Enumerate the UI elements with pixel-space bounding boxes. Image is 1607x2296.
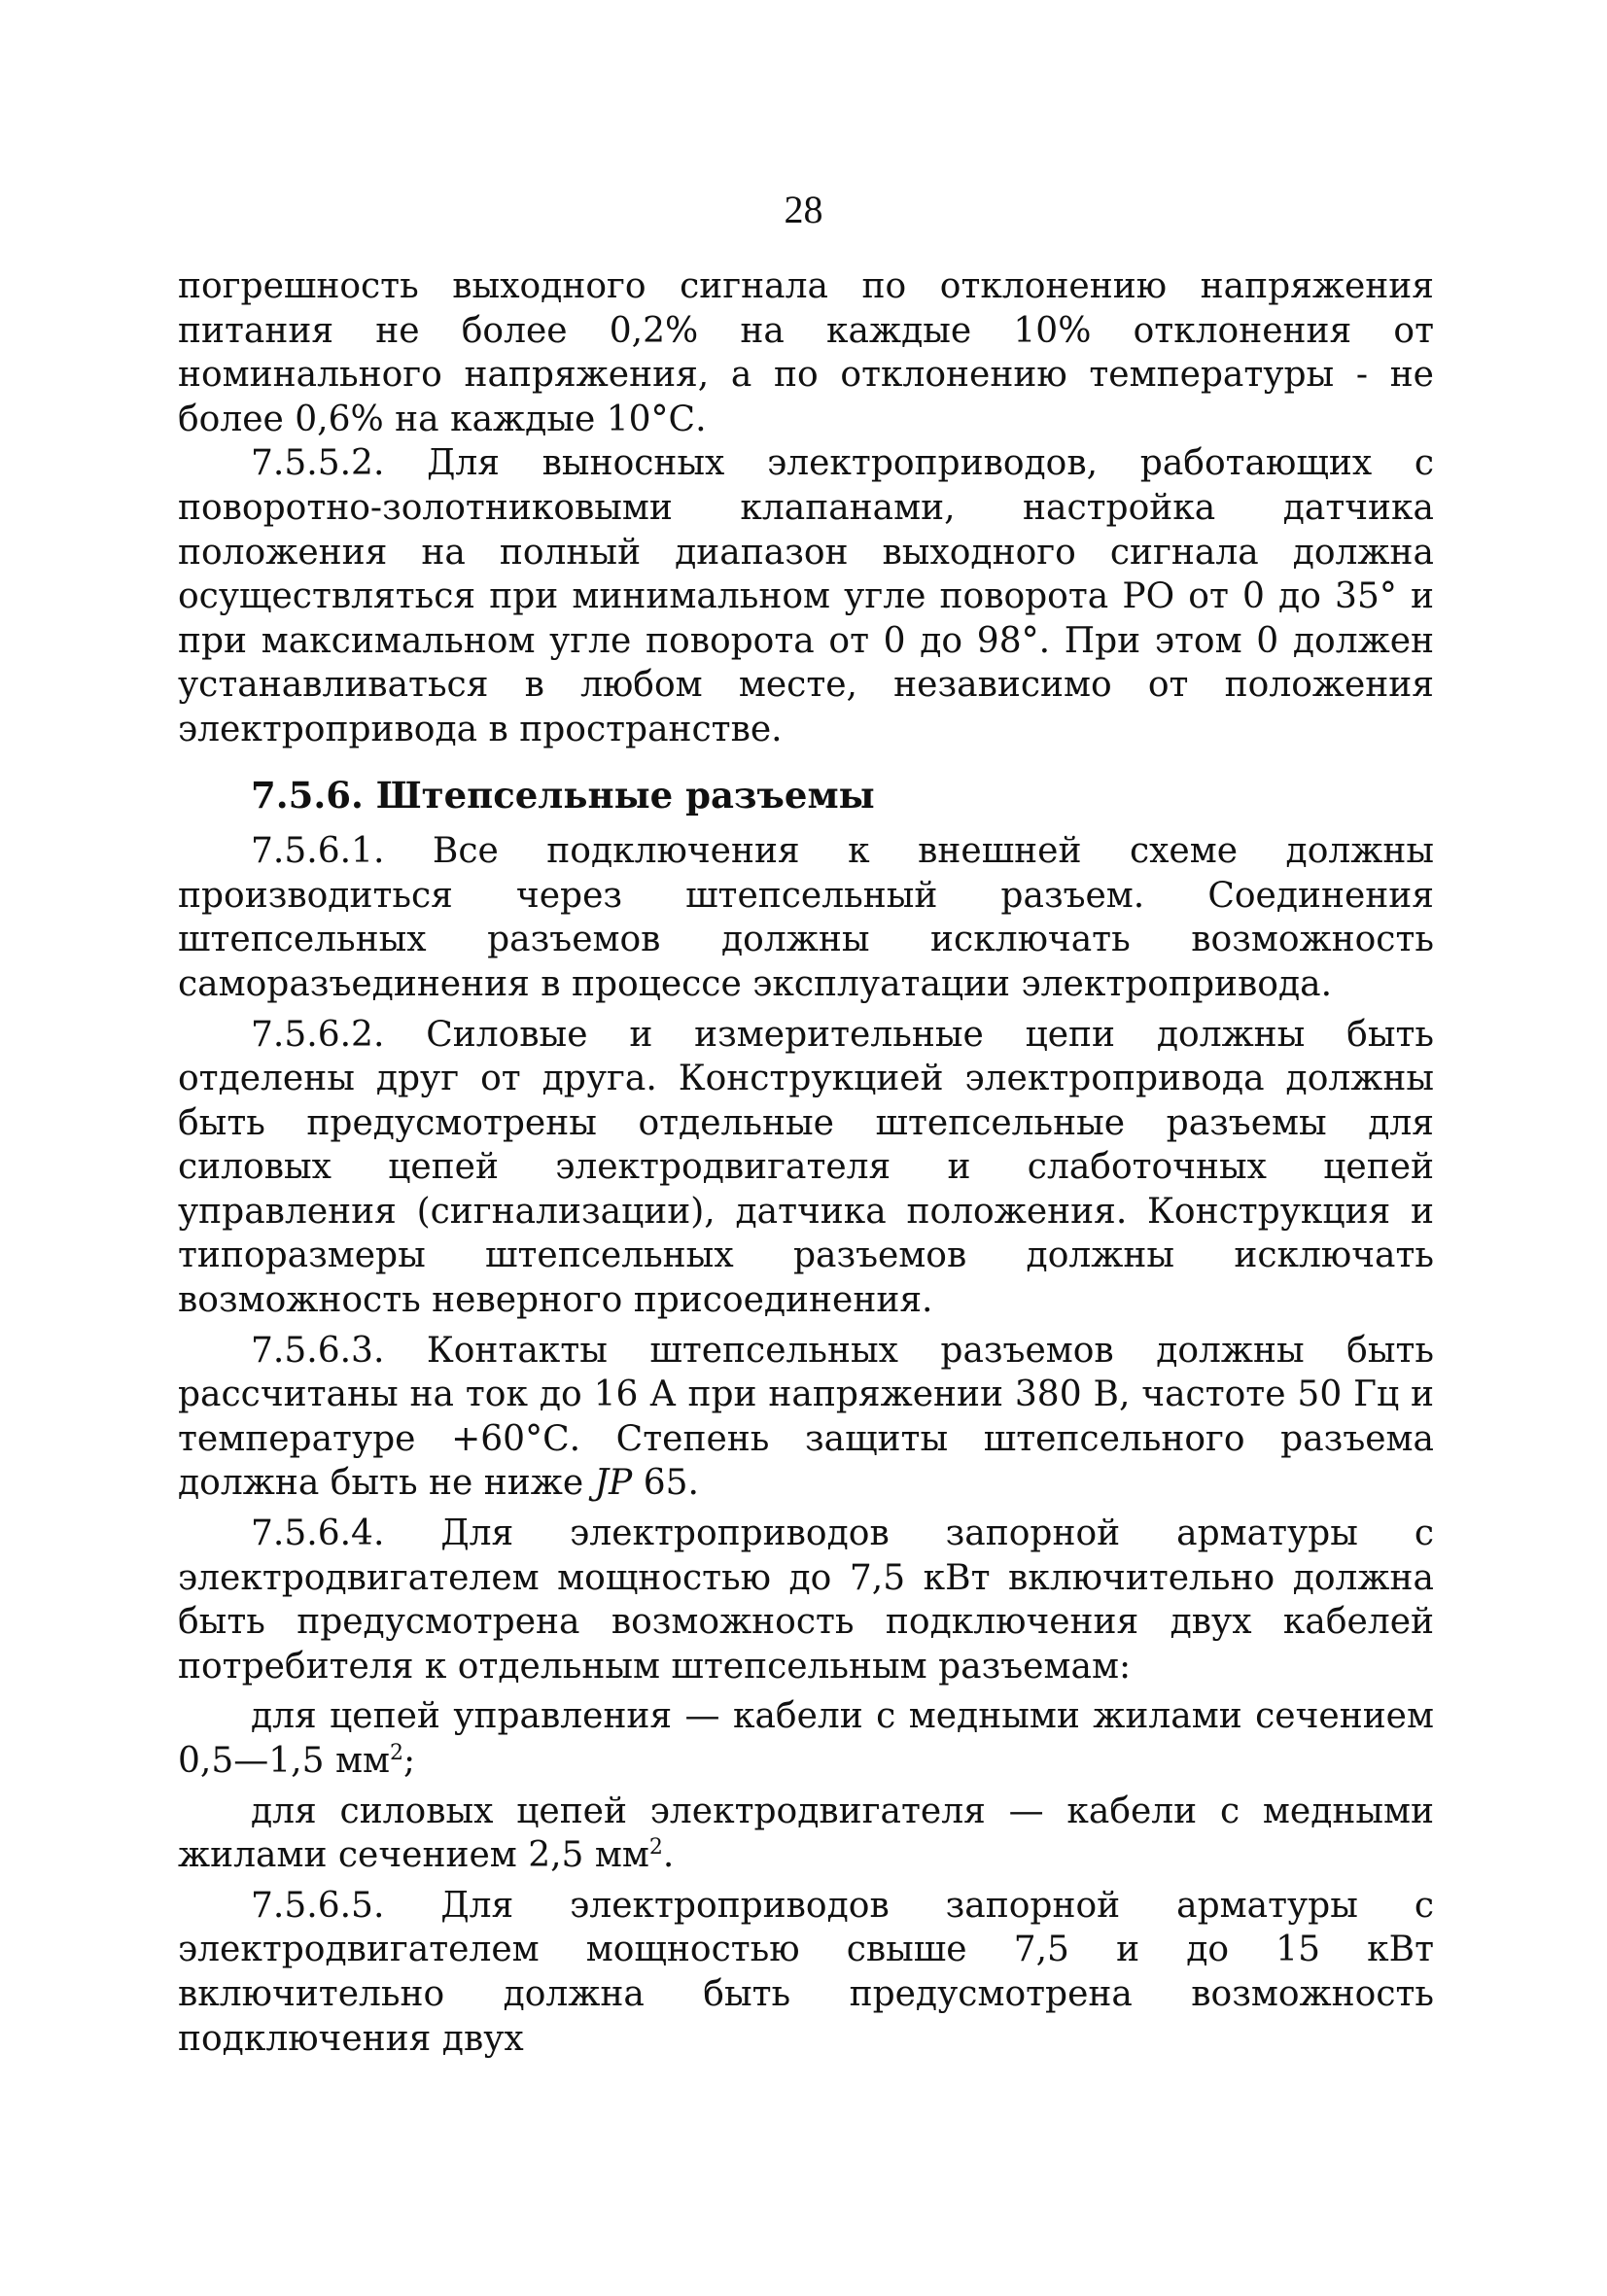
protection-class-label: JP xyxy=(594,1463,633,1504)
control-circuits-text: для цепей управления — кабели с медными жилами сечением 0,5—1,5 мм xyxy=(178,1696,1434,1781)
paragraph-7-5-6-4: 7.5.6.4. Для электроприводов запорной арматуры с электродвигателем мощностью до 7,5 кВт включительно должна быть предусмотрена возможность подключения двух кабелей потребителя к отдельным штепсельным разъемам: xyxy=(178,1513,1434,1687)
page-body xyxy=(178,264,1434,2061)
paragraph-7-5-5-2: 7.5.5.2. Для выносных электроприводов, работающих с поворотно-золотниковыми клапанами, настройка датчика положения на полный диапазон выходного сигнала должна осуществляться при минимальном угле поворота РО от 0 до 35° и при максимальном угле поворота от 0 до 98°. При этом 0 должен устанавливаться в любом месте, независимо от положения электропривода в пространстве. xyxy=(178,443,1434,749)
protection-class-value: 65. xyxy=(632,1463,699,1504)
section-heading-7-5-6: 7.5.6. Штепсельные разъемы xyxy=(251,773,875,817)
control-circuits-superscript: 2 xyxy=(389,1741,403,1765)
paragraph-continued: погрешность выходного сигнала по отклонению напряжения питания не более 0,2% на каждые 10% отклонения от номинального напряжения, а по отклонению температуры - не более 0,6% на каждые 10°С. xyxy=(178,266,1434,439)
power-circuits-superscript: 2 xyxy=(648,1835,663,1861)
list-item-power-circuits xyxy=(178,1790,1434,1878)
paragraph-7-5-6-5: 7.5.6.5. Для электроприводов запорной арматуры с электродвигателем мощностью свыше 7,5 и до 15 кВт включительно должна быть предусмотрена возможность подключения двух xyxy=(178,1885,1434,2059)
paragraph-7-5-6-1: 7.5.6.1. Все подключения к внешней схеме должны производиться через штепсельный разъем. Соединения штепсельных разъемов должны исключать возможность саморазъединения в процессе эксплуатации электропривода. xyxy=(178,831,1434,1004)
paragraph-7-5-6-2: 7.5.6.2. Силовые и измерительные цепи должны быть отделены друг от друга. Конструкцией электропривода должны быть предусмотрены отдельные штепсельные разъемы для силовых цепей электродвигателя и слаботочных цепей управления (сигнализации), датчика положения. Конструкция и типоразмеры штепсельных разъемов должны исключать возможность неверного присоединения. xyxy=(178,1014,1434,1321)
list-item-control-circuits xyxy=(178,1694,1434,1783)
control-circuits-end: ; xyxy=(402,1741,416,1781)
paragraph-7-5-6-3 xyxy=(178,1329,1434,1506)
power-circuits-text: для силовых цепей электродвигателя — кабели с медными жилами сечением 2,5 мм xyxy=(178,1791,1434,1876)
page-number: 28 xyxy=(784,188,823,231)
power-circuits-end: . xyxy=(662,1835,675,1876)
paragraph-7-5-6-3-text: 7.5.6.3. Контакты штепсельных разъемов должны быть рассчитаны на ток до 16 А при напряжении 380 В, частоте 50 Гц и температуре +60°С. Степень защиты штепсельного разъема должна быть не ниже xyxy=(178,1330,1434,1504)
